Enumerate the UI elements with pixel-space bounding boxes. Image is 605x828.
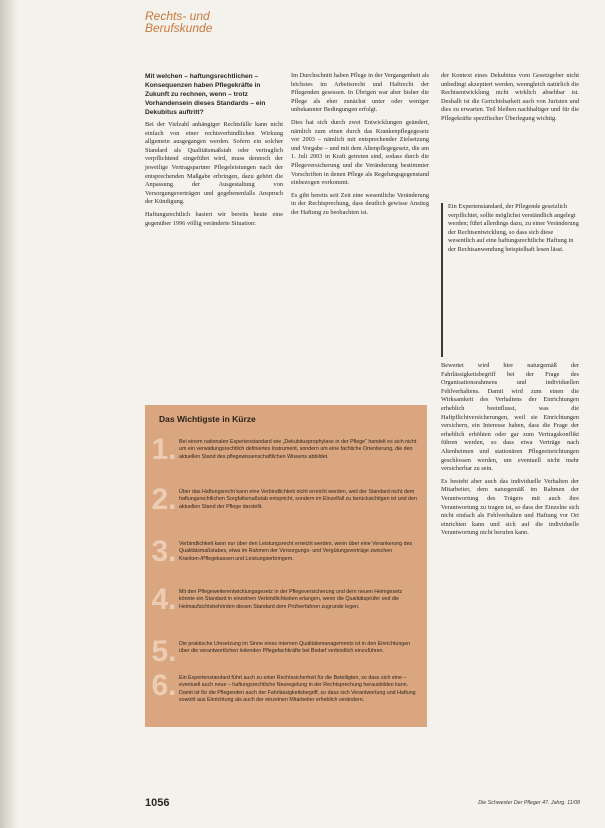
summary-item-text: Bei einem nationalen Expertenstandard wie „Dekubitusprophylaxe in der Pflege“ handelt es sich nicht um ein verwaltungsrechtlich definiertes Instrument, sondern um eine fachliche Orientierung, die den aktuellen Stand des pflegewissenschaftlichen Wissens abbildet. bbox=[179, 439, 417, 460]
section-title-line1: Rechts- und bbox=[145, 9, 210, 23]
paragraph: Es besteht aber auch das individuelle Verhalten der Mitarbeiter, dem naturgemäß im Rahmen der Verantwortung des Trägers mit auch ihre Verantwortung zu tragen ist, so dass der Einzelne sich nicht einfach als Fehlverhalten und Haftung vor Ort einrichten kann und sich auf die individuelle Verantwortung nicht berufen kann. bbox=[441, 477, 579, 537]
journal-footer: Die Schwester Der Pfleger 47. Jahrg. 11/08 bbox=[478, 800, 580, 806]
summary-item-number: 1. bbox=[151, 433, 177, 466]
section-title-line2: Berufskunde bbox=[145, 21, 213, 35]
summary-item-number: 5. bbox=[151, 635, 177, 668]
summary-box-title: Das Wichtigste in Kürze bbox=[159, 414, 256, 424]
paragraph: Dies hat sich durch zwei Entwicklungen geändert, nämlich zum einen durch das Krankenpflegegesetz vor 2003 – nämlich mit entsprechender Zielsetzung und Vorgabe – und mit dem Altenpflegegesetz, die am 1. Juli 2003 in Kraft getreten sind, sodass durch die Pflegeversicherung und die Veränderung bestimmter Vorschriften in denen Pflege als Regelungsgegenstand einbezogen vorkommt. bbox=[291, 118, 429, 187]
summary-item-text: Über das Haftungsrecht kann eine Verbindlichkeit nicht erreicht werden, weil der Standard nicht dem haftungsrechtlichen Sorgfaltsmaßstab entspricht, sondern im Einzelfall zu berücksichtigen ist und den aktuellen Stand der Pflege darstellt. bbox=[179, 489, 417, 510]
summary-box bbox=[145, 405, 427, 727]
paragraph: Es gibt bereits seit Zeit eine wesentliche Veränderung in der Rechtsprechung, dass deutlich gewisse Anstieg der Haftung zu beobachten ist. bbox=[291, 191, 429, 216]
column-3-top bbox=[441, 72, 579, 128]
summary-item-number: 4. bbox=[151, 583, 177, 616]
summary-item-number: 6. bbox=[151, 669, 177, 702]
summary-item-text: Ein Expertenstandard führt auch zu einer Rechtssicherheit für die Beteiligten, so dass sich eine – eventuell auch neue – haftungsrechtliche Neuregelung in der Rechtsprechung herausbilden kann. Damit ist für die Pflegenden auch der Fahrlässigkeitsbegriff, so dass sich Verantwortung und Haftung sowohl aus Einrichtung als auch der einzelnen Mitarbeiter erheblich verändern. bbox=[179, 675, 416, 704]
page-number: 1056 bbox=[145, 797, 170, 809]
summary-item-number: 3. bbox=[151, 535, 177, 568]
pull-quote bbox=[441, 203, 579, 357]
paragraph: Im Durchschnitt haben Pflege in der Vergangenheit als höchstes im Arbeitsrecht und Haftrecht der Pflegenden gesessen. In Übrigen war aber bisher die Pflege als eher zunächst unter oder weniger unbekannter Bedingungen erfolgt. bbox=[291, 72, 429, 114]
column-3-bottom bbox=[441, 362, 579, 542]
pull-quote-text: Ein Expertenstandard, der Pflegende gesetzlich verpflichtet, sollte möglichst verständlich angelegt werden; führt allerdings dazu, zu einer Veränderung der Rechtsentwicklung, so dass sich diese wesentlich auf eine haftungsrechtliche Haftung in der Rechtsanwendung beispielhaft lesen lässt. bbox=[448, 203, 579, 253]
summary-item-number: 2. bbox=[151, 483, 177, 516]
paragraph: Bewertet wird hier naturgemäß der Fahrlässigkeitsbegriff bei der Frage des Organisationsrahmens und individuellen Fehlverhaltens. Damit wird zum einen die Wirksamkeit des Verhaltens der Einrichtungen erheblich beeinflusst, was die Haftpflichtversicherungen, weil sie Einrichtungen versichern, ein Interesse haben, dass die Frage der erheblich erhöhten oder gar zum Vertragskonflikt führen werden, so dass etwa Verträge nach Altenheimen und stationären Pflegeeinrichtungen geschlossen werden, um eventuell nicht mehr versicherbar zu sein. bbox=[441, 362, 579, 473]
summary-item-text: Verbindlichkeit kann nur über den Leistungsrecht erreicht werden, wenn über eine Verankerung des Qualitätsmaßstabes, etwa im Rahmen der Versorgungs- und Vergütungsverträge zwischen Kranken-/Pflegekassen und Leistungserbringern. bbox=[179, 541, 413, 562]
lead-question: Mit welchen – haftungsrechtlichen – Konsequenzen haben Pflegekräfte in Zukunft zu rechnen, wenn – trotz Vorhandensein dieses Standards – ein Dekubitus auftritt? bbox=[145, 73, 266, 116]
section-title bbox=[145, 10, 212, 34]
summary-item-text: Mit den Pflegeweiterentwicklungsgesetz in der Pflegeversicherung und dem neuen Heimgesetz könnte ein Standard in einzelnen Verbindlichkeiten erlangen, wenn die Qualitätsprüfer und die Heimaufsichtsbehörden diesen Standard dem Prüfverfahren zugrunde legen. bbox=[179, 589, 403, 610]
paragraph: der Kontext eines Dekubitus vom Gesetzgeber nicht unbedingt akzeptiert werden, wenngleich natürlich die Rechtsentwicklung nicht wirklich absehbar ist. Deshalb ist die Gerichtsbarkeit auch von Juristen und dies zu erwarten. Teil bleiben nachhaltiger und für die Pflegekräfte spezifischer Überlegung wichtig. bbox=[441, 72, 579, 122]
column-1 bbox=[145, 72, 283, 232]
column-2 bbox=[291, 72, 429, 222]
paragraph: Haftungsrechtlich basiert wir bereits heute eine gegenüber 1996 völlig veränderte Situation: bbox=[145, 210, 283, 227]
paragraph: Bei der Vielzahl anhängiger Rechtsfälle kann nicht einfach von einer rechtsverbindlichen Wirkung allgemein ausgegangen werden. Sofern ein solcher Standard als Qualitätsmaßstab oder vertraglich verpflichtend eingeführt wird, muss dennoch der jeweilige Vertragspartner Pflegeleistungen nach der entsprechenden Maßgabe erbringen, dazu gehört die Anpassung der Ausgestaltung von Versorgungsverträgen und gegebenenfalls Anspruch der Kündigung. bbox=[145, 121, 283, 206]
summary-item-text: Die praktische Umsetzung im Sinne eines internen Qualitätsmanagements ist in den Einrichtungen über die verantwortlichen leitenden Pflegefachkräfte bei Bedarf verbindlich einzuführen. bbox=[179, 641, 411, 655]
